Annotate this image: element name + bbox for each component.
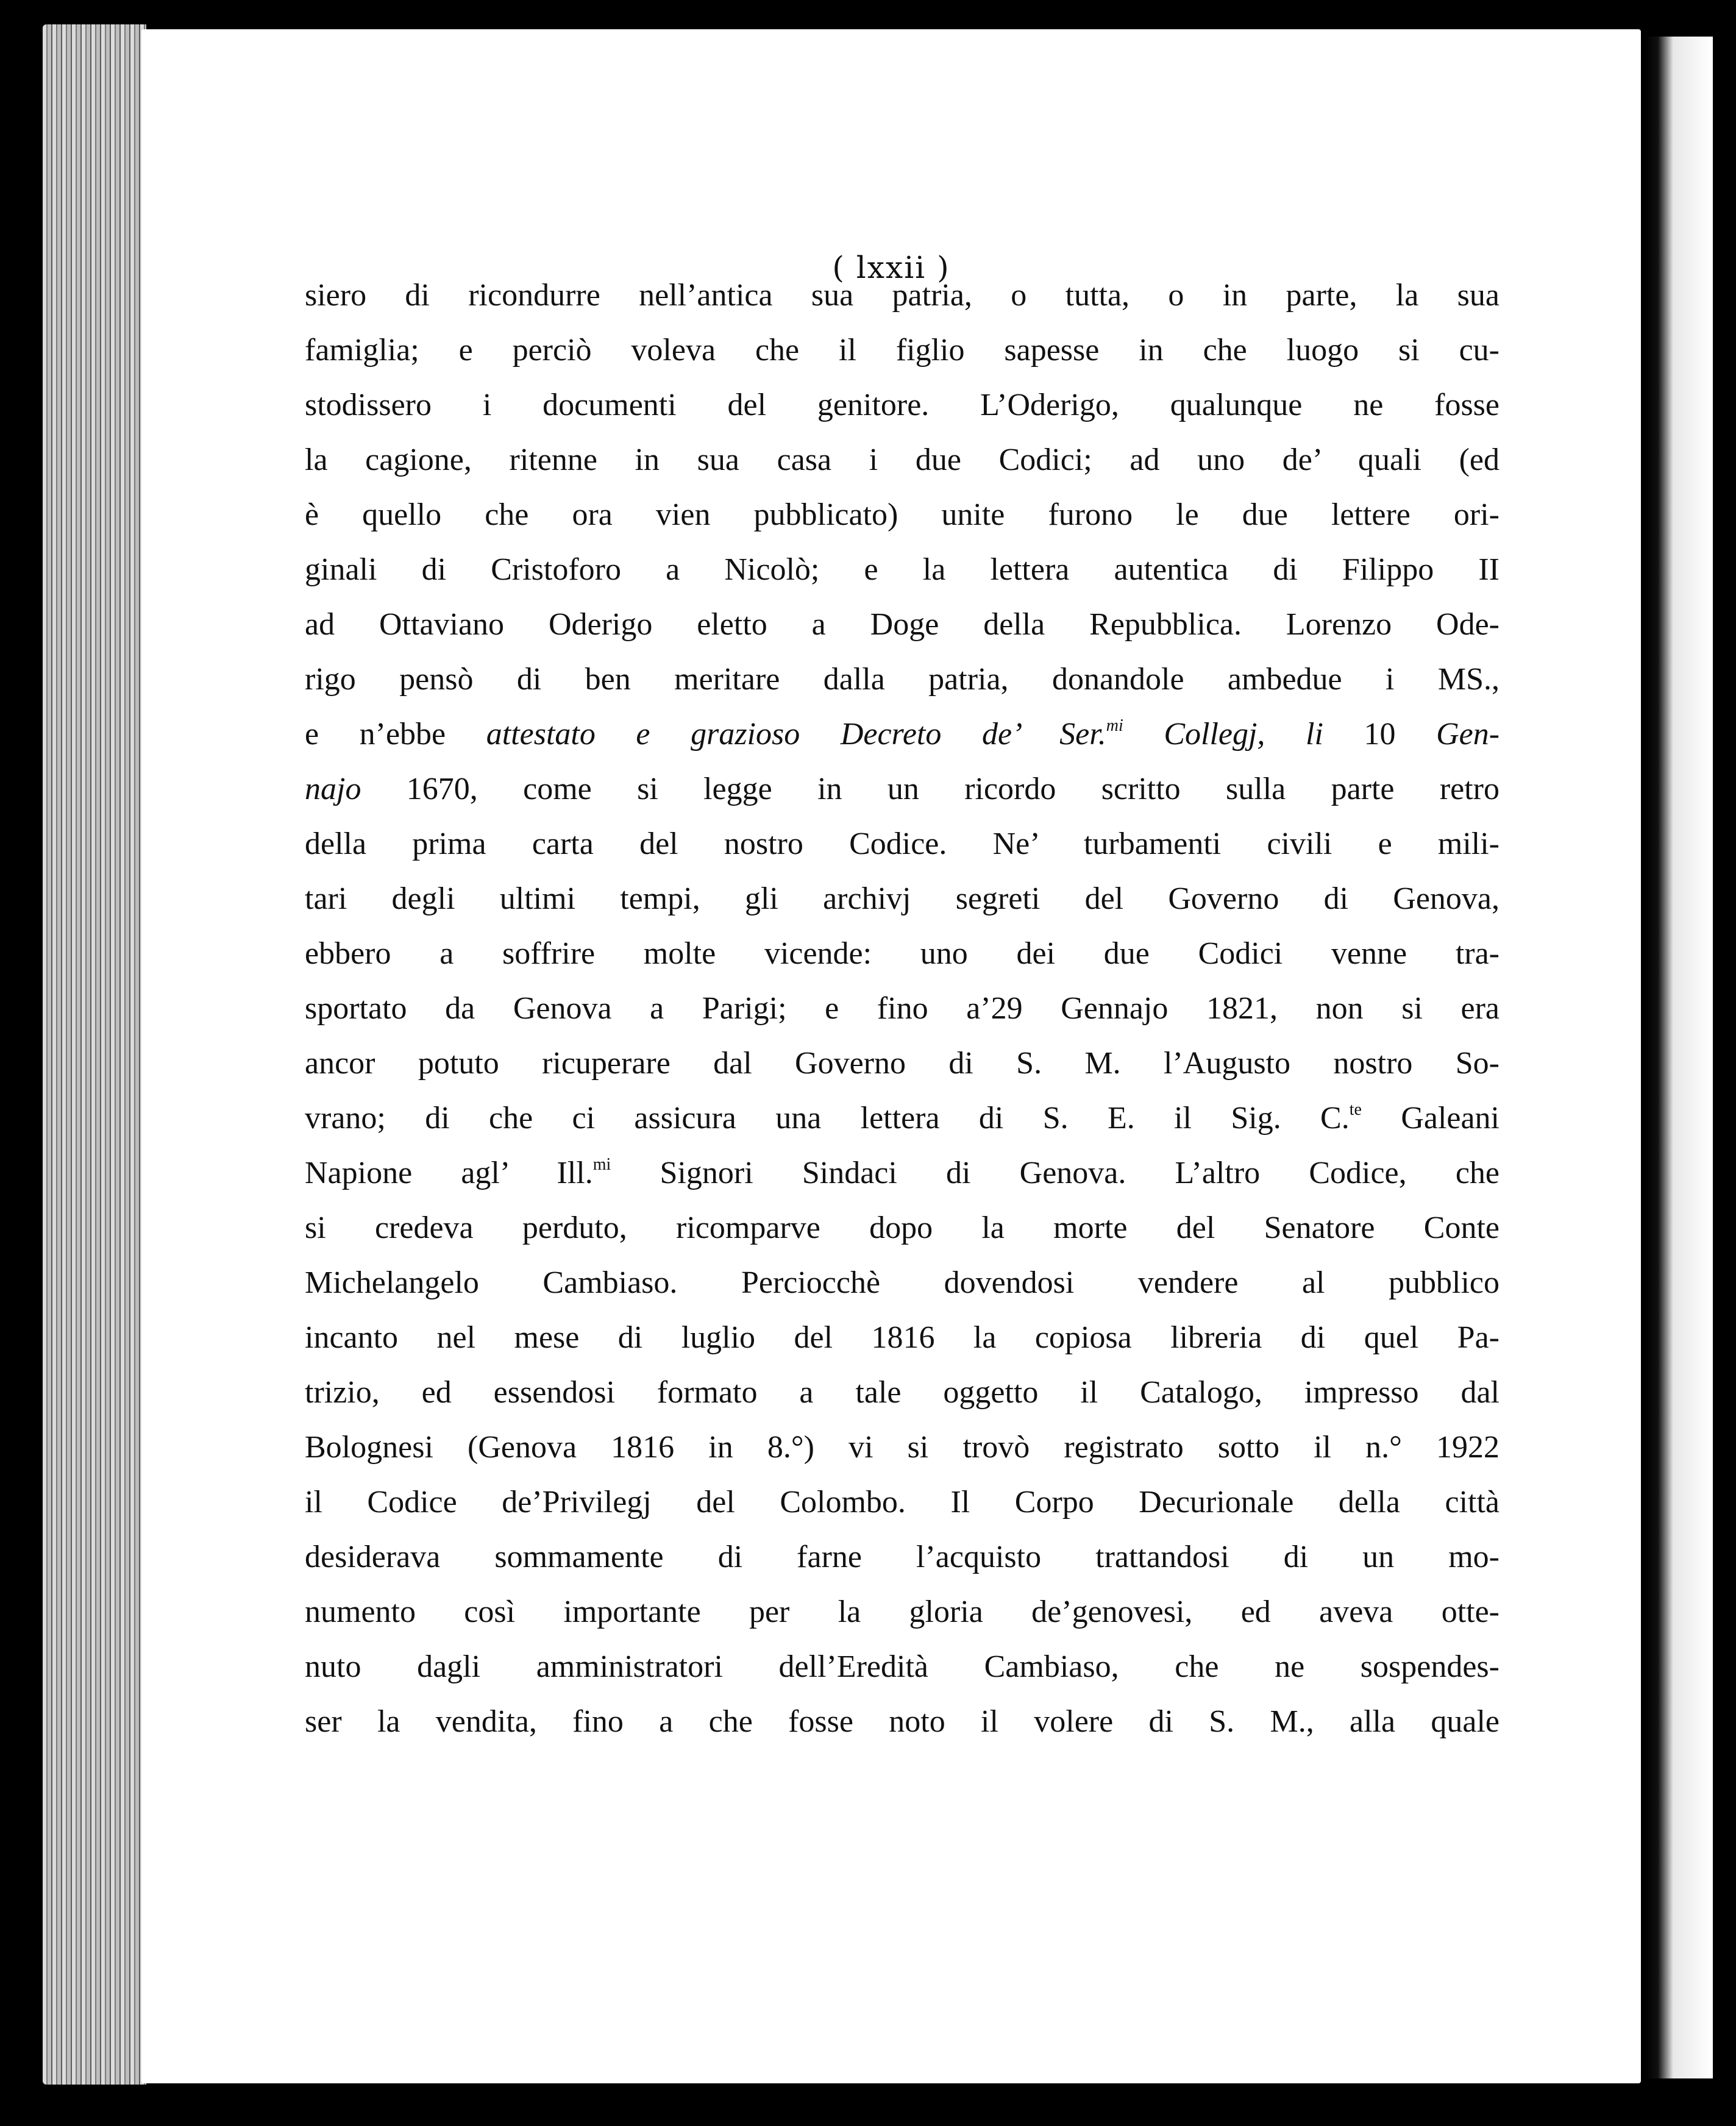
text-line	[305, 872, 1499, 926]
text-segment: e n’ebbe	[305, 717, 486, 752]
text-segment: Gen-	[1436, 717, 1500, 752]
text-line	[305, 323, 1499, 378]
text-line	[305, 652, 1499, 707]
text-segment: incanto nel mese di luglio del 1816 la copiosa libreria di quel Pa-	[305, 1320, 1499, 1355]
text-segment: attestato e grazioso Decreto de’ Ser.	[486, 717, 1106, 752]
text-segment: stodissero i documenti del genitore. L’Oderigo, qualunque ne fosse	[305, 388, 1499, 422]
text-line	[305, 1694, 1499, 1749]
superscript-text: mi	[592, 1155, 611, 1174]
text-segment: sportato da Genova a Parigi; e fino a’29 Gennajo 1821, non si era	[305, 991, 1499, 1026]
text-line	[305, 1146, 1499, 1201]
text-line	[305, 1475, 1499, 1530]
text-segment: ginali di Cristoforo a Nicolò; e la lettera autentica di Filippo II	[305, 552, 1499, 587]
text-segment: è quello che ora vien pubblicato) unite furono le due lettere ori-	[305, 497, 1499, 532]
text-segment: Signori Sindaci di Genova. L’altro Codice, che	[611, 1156, 1499, 1190]
text-line	[305, 1091, 1499, 1146]
text-segment: siero di ricondurre nell’antica sua patria, o tutta, o in parte, la sua	[305, 278, 1499, 313]
text-segment: tari degli ultimi tempi, gli archivj segreti del Governo di Genova,	[305, 881, 1499, 916]
text-segment: 10	[1323, 717, 1437, 752]
text-segment: vrano; di che ci assicura una lettera di S. E. il Sig. C.	[305, 1101, 1350, 1136]
next-page-edge	[1646, 37, 1713, 2078]
text-line	[305, 762, 1499, 817]
text-segment: della prima carta del nostro Codice. Ne’ turbamenti civili e mili-	[305, 827, 1499, 861]
text-segment: ancor potuto ricuperare dal Governo di S. M. l’Augusto nostro So-	[305, 1046, 1499, 1081]
superscript-text: mi	[1106, 716, 1123, 735]
text-line	[305, 1365, 1499, 1420]
text-segment: najo	[305, 772, 361, 806]
body-text	[305, 268, 1499, 1749]
text-segment: ebbero a soffrire molte vicende: uno dei due Codici venne tra-	[305, 936, 1499, 971]
page-edges	[43, 24, 146, 2085]
text-segment: la cagione, ritenne in sua casa i due Codici; ad uno de’ quali (ed	[305, 443, 1499, 477]
text-line	[305, 1256, 1499, 1310]
text-segment: trizio, ed essendosi formato a tale oggetto il Catalogo, impresso dal	[305, 1375, 1499, 1410]
text-line	[305, 1530, 1499, 1585]
text-segment: desiderava sommamente di farne l’acquisto trattandosi di un mo-	[305, 1540, 1499, 1574]
text-line	[305, 707, 1499, 762]
text-line	[305, 488, 1499, 542]
text-line	[305, 1036, 1499, 1091]
text-segment: Collegj, li	[1123, 717, 1323, 752]
text-line	[305, 268, 1499, 323]
text-segment: numento così importante per la gloria de’genovesi, ed aveva otte-	[305, 1594, 1499, 1629]
text-line	[305, 378, 1499, 433]
text-line	[305, 597, 1499, 652]
text-line	[305, 433, 1499, 488]
text-line	[305, 542, 1499, 597]
text-segment: il Codice de’Privilegj del Colombo. Il Corpo Decurionale della città	[305, 1485, 1499, 1520]
text-segment: nuto dagli amministratori dell’Eredità Cambiaso, che ne sospendes-	[305, 1649, 1499, 1684]
text-segment: Galeani	[1361, 1101, 1500, 1136]
text-line	[305, 981, 1499, 1036]
text-segment: ser la vendita, fino a che fosse noto il volere di S. M., alla quale	[305, 1704, 1499, 1739]
text-line	[305, 1640, 1499, 1694]
text-line	[305, 1310, 1499, 1365]
text-segment: rigo pensò di ben meritare dalla patria, donandole ambedue i MS.,	[305, 662, 1499, 697]
text-segment: 1670, come si legge in un ricordo scritto sulla parte retro	[361, 772, 1499, 806]
text-line	[305, 1420, 1499, 1475]
text-segment: Michelangelo Cambiaso. Perciocchè dovendosi vendere al pubblico	[305, 1265, 1499, 1300]
page-number: ( lxxii )	[832, 250, 950, 285]
text-segment: Bolognesi (Genova 1816 in 8.°) vi si trovò registrato sotto il n.° 1922	[305, 1430, 1499, 1465]
text-line	[305, 1201, 1499, 1256]
text-segment: si credeva perduto, ricomparve dopo la morte del Senatore Conte	[305, 1211, 1499, 1245]
superscript-text: te	[1349, 1100, 1362, 1119]
text-segment: Napione agl’ Ill.	[305, 1156, 593, 1190]
text-segment: ad Ottaviano Oderigo eletto a Doge della Repubblica. Lorenzo Ode-	[305, 607, 1499, 642]
text-line	[305, 1585, 1499, 1640]
text-segment: famiglia; e perciò voleva che il figlio sapesse in che luogo si cu-	[305, 333, 1499, 368]
text-line	[305, 926, 1499, 981]
text-line	[305, 817, 1499, 872]
